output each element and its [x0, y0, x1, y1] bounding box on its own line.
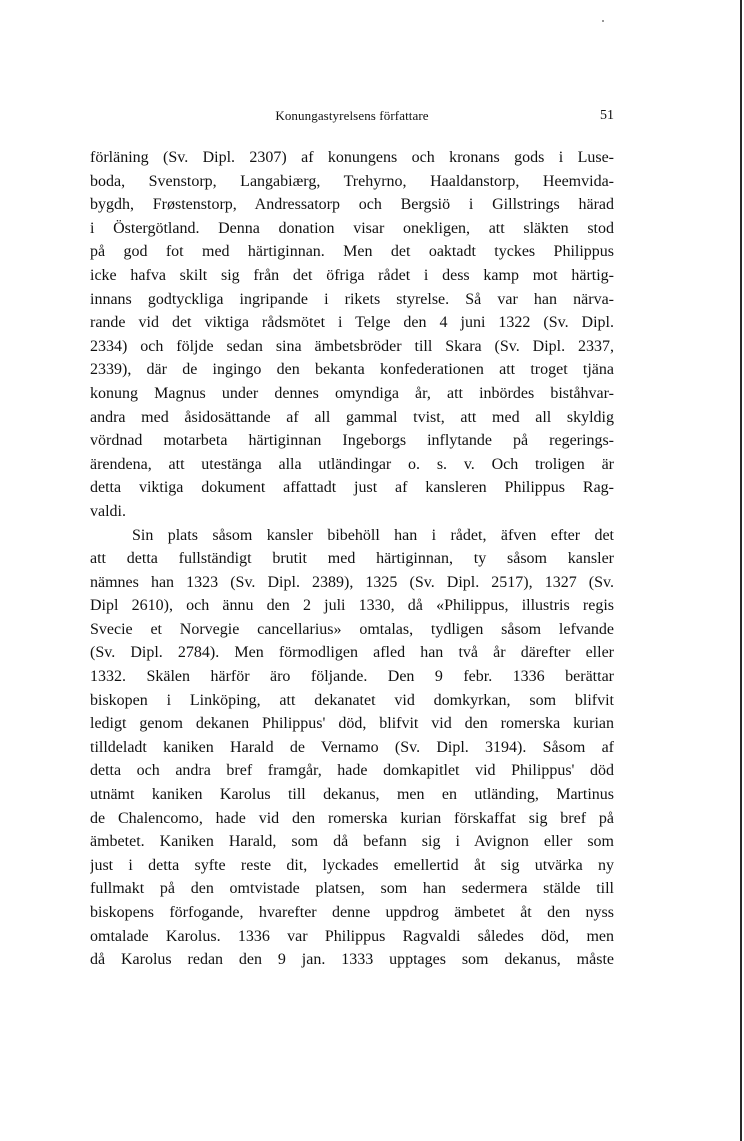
text-line: Sin plats såsom kansler bibehöll han i rådet, äfven efter det — [132, 526, 614, 544]
running-title: Konungastyrelsens författare — [275, 108, 429, 123]
text-line: ledigt genom dekanen Philippus' död, blifvit vid den romerska kurian — [90, 715, 614, 733]
text-line: biskopens förfogande, hvarefter denne uppdrog ämbetet åt den nyss — [90, 904, 614, 921]
scan-speck — [602, 20, 604, 22]
text-line: bygdh, Frøstenstorp, Andressatorp och Bergsiö i Gillstrings härad — [90, 196, 614, 214]
text-line: de Chalencomo, hade vid den romerska kurian förskaffat sig bref på — [90, 809, 614, 827]
text-line: Svecie et Norvegie cancellarius» omtalas, tydligen såsom lefvande — [90, 620, 614, 638]
text-line: omtalade Karolus. 1336 var Philippus Ragvaldi således död, men — [90, 927, 614, 945]
page-number: 51 — [600, 108, 614, 123]
text-line: rande vid det viktiga rådsmötet i Telge den 4 juni 1322 (Sv. Dipl. — [90, 314, 614, 332]
text-line: Dipl 2610), och ännu den 2 juli 1330, då «Philippus, illustris regis — [90, 597, 614, 615]
text-line: boda, Svenstorp, Langabiærg, Trehyrno, Haaldanstorp, Heemvida- — [90, 172, 614, 190]
page-edge — [740, 0, 742, 1141]
text-line: konung Magnus under dennes omyndiga år, att inbördes biståhvar- — [90, 384, 614, 402]
text-line: på god fot med härtiginnan. Men det oaktadt tyckes Philippus — [90, 243, 614, 261]
text-line: just i detta syfte reste dit, lyckades emellertid åt sig utvärka ny — [90, 856, 614, 874]
text-line: 2334) och följde sedan sina ämbetsbröder till Skara (Sv. Dipl. 2337, — [90, 337, 614, 355]
text-line: biskopen i Linköping, att dekanatet vid domkyrkan, som blifvit — [90, 691, 614, 709]
text-line: detta och andra bref framgår, hade domkapitlet vid Philippus' död — [90, 762, 614, 780]
paragraph-2 — [90, 524, 614, 972]
text-line: detta viktiga dokument affattadt just af kansleren Philippus Rag- — [90, 479, 614, 497]
text-line: valdi. — [90, 502, 126, 520]
text-line: vördnad motarbeta härtiginnan Ingeborgs inflytande på regerings- — [90, 432, 614, 450]
text-line: ärendena, att utestänga alla utländingar o. s. v. Och troligen är — [90, 455, 614, 473]
text-line: 2339), där de ingingo den bekanta konfederationen att troget tjäna — [90, 361, 614, 379]
body-text — [90, 146, 614, 972]
text-line: tilldeladt kaniken Harald de Vernamo (Sv. Dipl. 3194). Såsom af — [90, 738, 614, 756]
text-line: andra med åsidosättande af all gammal tvist, att med all skyldig — [90, 408, 614, 426]
text-line: 1332. Skälen härför äro följande. Den 9 febr. 1336 berättar — [90, 668, 614, 686]
text-line: i Östergötland. Denna donation visar onekligen, att släkten stod — [90, 219, 614, 237]
text-line: fullmakt på den omtvistade platsen, som han sedermera stälde till — [90, 880, 614, 898]
text-line: då Karolus redan den 9 jan. 1333 upptages som dekanus, måste — [90, 951, 614, 969]
text-line: innans godtyckliga ingripande i rikets styrelse. Så var han närva- — [90, 290, 614, 308]
text-line: (Sv. Dipl. 2784). Men förmodligen afled han två år därefter eller — [90, 644, 614, 662]
text-line: att detta fullständigt brutit med härtiginnan, ty såsom kansler — [90, 550, 614, 568]
text-line: nämnes han 1323 (Sv. Dipl. 2389), 1325 (Sv. Dipl. 2517), 1327 (Sv. — [90, 573, 614, 591]
text-line: förläning (Sv. Dipl. 2307) af konungens och kronans gods i Luse- — [90, 149, 614, 166]
text-line: icke hafva skilt sig från det öfriga rådet i dess kamp mot härtig- — [90, 266, 614, 284]
text-line: ämbetet. Kaniken Harald, som då befann sig i Avignon eller som — [90, 833, 614, 851]
running-header — [90, 108, 614, 130]
text-line: utnämt kaniken Karolus till dekanus, men en utländing, Martinus — [90, 786, 614, 804]
paragraph-1 — [90, 146, 614, 524]
